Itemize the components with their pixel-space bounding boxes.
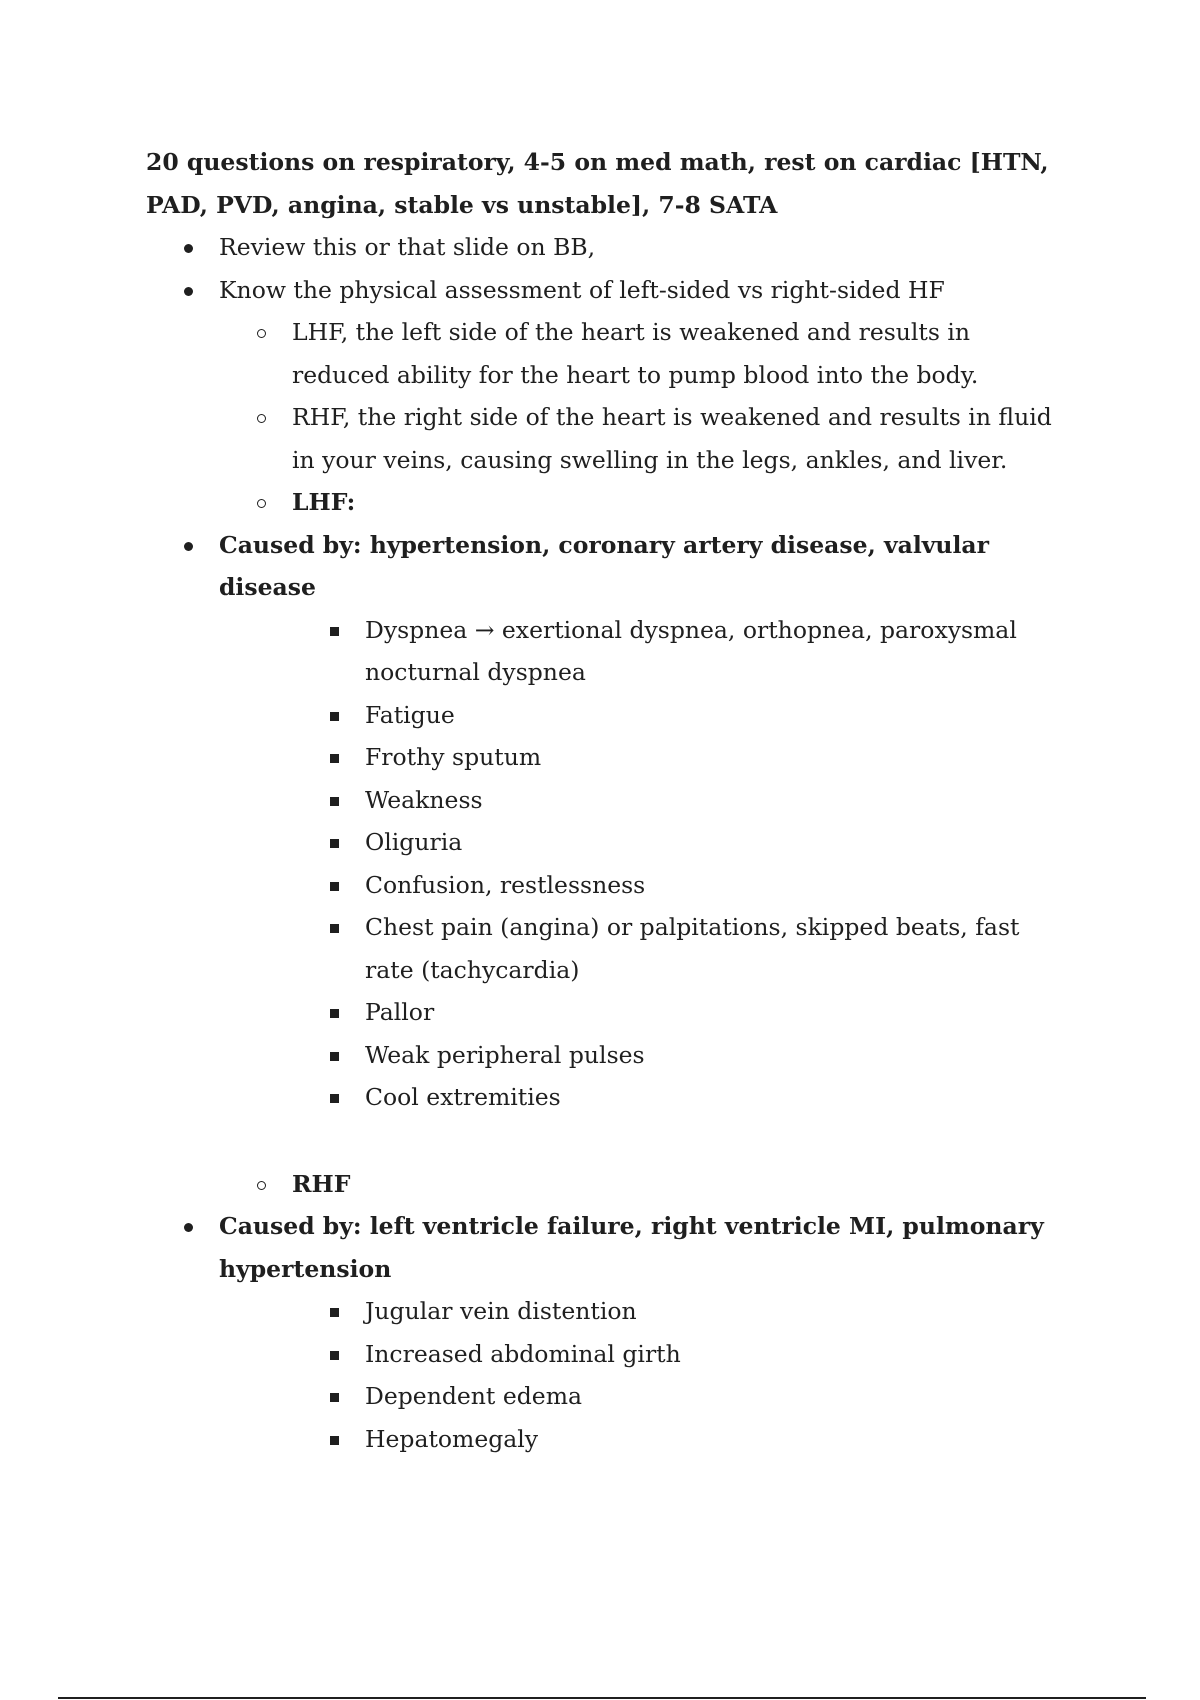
square-bullet-icon [330, 839, 339, 848]
exam-overview-heading: 20 questions on respiratory, 4-5 on med math, rest on cardiac [HTN, PAD, PVD, angina, stable vs unstable], 7-8 SATA [146, 148, 1049, 219]
symptom-text: Cool extremities [365, 1083, 561, 1111]
square-bullet-icon [330, 797, 339, 806]
square-bullet-icon [330, 1436, 339, 1445]
list-item [146, 1034, 1066, 1077]
hollow-circle-bullet-icon [257, 499, 266, 508]
symptom-text: Increased abdominal girth [365, 1339, 681, 1368]
list-item [146, 609, 1066, 694]
symptom-text: Confusion, restlessness [365, 870, 646, 899]
list-item [146, 1076, 1066, 1119]
symptom-text: Dependent edema [365, 1382, 582, 1410]
list-item [146, 906, 1066, 991]
hollow-circle-bullet-icon [257, 414, 266, 423]
square-bullet-icon [330, 882, 339, 891]
bullet-lhf-cause [146, 524, 1066, 609]
symptom-text: Dyspnea → exertional dyspnea, orthopnea, paroxysmal nocturnal dyspnea [365, 615, 1017, 686]
filled-circle-bullet-icon [184, 287, 193, 296]
bullet-text: Know the physical assessment of left-sided vs right-sided HF [219, 275, 945, 304]
square-bullet-icon [330, 627, 339, 636]
filled-circle-bullet-icon [184, 542, 193, 551]
filled-circle-bullet-icon [184, 244, 193, 253]
section-label: RHF [292, 1169, 351, 1198]
list-item [146, 736, 1066, 779]
lhf-symptom-list [146, 609, 1066, 1119]
list-item [146, 1375, 1066, 1418]
sub-bullet-lhf-label [146, 481, 1066, 524]
square-bullet-icon [330, 1393, 339, 1402]
square-bullet-icon [330, 1094, 339, 1103]
sub-bullet-lhf-description [146, 311, 1066, 396]
hollow-circle-bullet-icon [257, 329, 266, 338]
list-item [146, 821, 1066, 864]
square-bullet-icon [330, 754, 339, 763]
symptom-text: Frothy sputum [365, 743, 542, 771]
symptom-text: Fatigue [365, 700, 455, 729]
symptom-text: Jugular vein distention [365, 1297, 637, 1325]
square-bullet-icon [330, 924, 339, 933]
list-item [146, 694, 1066, 737]
cause-text: Caused by: left ventricle failure, right ventricle MI, pulmonary hypertension [219, 1212, 1044, 1283]
bullet-text: Review this or that slide on BB, [219, 233, 596, 261]
bullet-review-slide [146, 226, 1066, 269]
list-item [146, 779, 1066, 822]
sub-bullet-rhf-label [146, 1163, 1066, 1206]
bullet-rhf-cause [146, 1205, 1066, 1290]
rhf-symptom-list [146, 1290, 1066, 1460]
symptom-text: Hepatomegaly [365, 1424, 539, 1453]
square-bullet-icon [330, 1308, 339, 1317]
blank-line [146, 1119, 1066, 1163]
sub-bullet-text: RHF, the right side of the heart is weakened and results in fluid in your veins, causing swelling in the legs, ankles, and liver. [292, 403, 1052, 474]
filled-circle-bullet-icon [184, 1223, 193, 1232]
section-label: LHF: [292, 488, 356, 516]
list-item [146, 864, 1066, 907]
symptom-text: Pallor [365, 998, 435, 1026]
list-item [146, 1418, 1066, 1461]
symptom-text: Oliguria [365, 828, 463, 856]
hollow-circle-bullet-icon [257, 1181, 266, 1190]
cause-text: Caused by: hypertension, coronary artery disease, valvular disease [219, 530, 990, 601]
list-item [146, 1290, 1066, 1333]
square-bullet-icon [330, 1009, 339, 1018]
symptom-text: Weakness [365, 785, 483, 814]
square-bullet-icon [330, 1052, 339, 1061]
square-bullet-icon [330, 1351, 339, 1360]
page-bottom-divider [58, 1697, 1146, 1699]
sub-bullet-rhf-description [146, 396, 1066, 481]
symptom-text: Chest pain (angina) or palpitations, skipped beats, fast rate (tachycardia) [365, 913, 1020, 984]
symptom-text: Weak peripheral pulses [365, 1040, 645, 1069]
sub-bullet-text: LHF, the left side of the heart is weakened and results in reduced ability for the heart to pump blood into the body. [292, 318, 979, 389]
square-bullet-icon [330, 712, 339, 721]
bullet-know-assessment [146, 269, 1066, 312]
list-item [146, 1333, 1066, 1376]
list-item [146, 991, 1066, 1034]
document-content [146, 141, 1066, 1460]
